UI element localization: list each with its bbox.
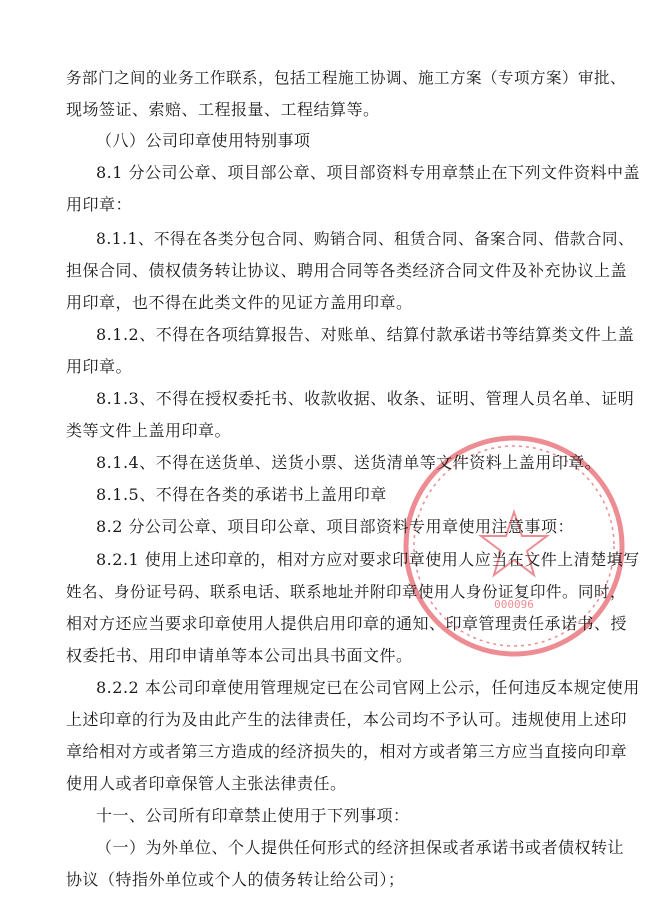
text-line: 8.1.3、不得在授权委托书、收款收据、收条、证明、管理人员名单、证明 bbox=[96, 389, 635, 408]
section-heading: 十一、公司所有印章禁止使用于下列事项： bbox=[96, 806, 410, 825]
text-line: 使用人或者印章保管人主张法律责任。 bbox=[66, 774, 347, 793]
text-line: 8.1.1、不得在各类分包合同、购销合同、租赁合同、备案合同、借款合同、 bbox=[96, 230, 634, 248]
text-line: 协议（特指外单位或个人的债务转让给公司）； bbox=[66, 870, 405, 889]
section-heading: （八）公司印章使用特别事项 bbox=[96, 131, 311, 150]
text-line: 类等文件上盖用印章。 bbox=[66, 421, 232, 440]
text-line: 8.1.4、不得在送货单、送货小票、送货清单等文件资料上盖用印章。 bbox=[96, 453, 602, 472]
text-line: 8.1.5、不得在各类的承诺书上盖用印章 bbox=[96, 485, 387, 504]
text-line: 相对方还应当要求印章使用人提供启用印章的通知、印章管理责任承诺书、授 bbox=[66, 614, 628, 633]
text-line: 用印章： bbox=[66, 195, 133, 214]
seal-number: 000096 bbox=[494, 598, 534, 611]
text-line: 担保合同、债权债务转让协议、聘用合同等各类经济合同文件及补充协议上盖 bbox=[66, 261, 628, 280]
text-line: 上述印章的行为及由此产生的法律责任，本公司均不予认可。违规使用上述印 bbox=[66, 710, 628, 729]
text-line: 8.2.1 使用上述印章的，相对方应对要求印章使用人应当在文件上清楚填写 bbox=[96, 550, 640, 569]
text-line: 8.1.2、不得在各项结算报告、对账单、结算付款承诺书等结算类文件上盖 bbox=[96, 325, 635, 344]
text-line: 用印章，也不得在此类文件的见证方盖用印章。 bbox=[66, 293, 413, 312]
text-line: （一）为外单位、个人提供任何形式的经济担保或者承诺书或者债权转让 bbox=[96, 838, 625, 857]
text-line: 务部门之间的业务工作联系，包括工程施工协调、施工方案（专项方案）审批、 bbox=[66, 69, 627, 87]
text-line: 8.2.2 本公司印章使用管理规定已在公司官网上公示，任何违反本规定使用 bbox=[96, 678, 640, 697]
text-line: 8.1 分公司公章、项目部公章、项目部资料专用章禁止在下列文件资料中盖 bbox=[96, 163, 641, 182]
text-line: 用印章。 bbox=[66, 357, 133, 376]
text-line: 权委托书、用印申请单等本公司出具书面文件。 bbox=[66, 646, 413, 665]
text-line: 章给相对方或者第三方造成的经济损失的，相对方或者第三方应当直接向印章 bbox=[66, 742, 628, 761]
text-line: 8.2 分公司公章、项目印公章、项目部资料专用章使用注意事项： bbox=[96, 517, 575, 536]
text-line: 现场签证、索赔、工程报量、工程结算等。 bbox=[66, 100, 380, 119]
text-line: 姓名、身份证号码、联系电话、联系地址并附印章使用人身份证复印件。同时， bbox=[66, 583, 627, 601]
